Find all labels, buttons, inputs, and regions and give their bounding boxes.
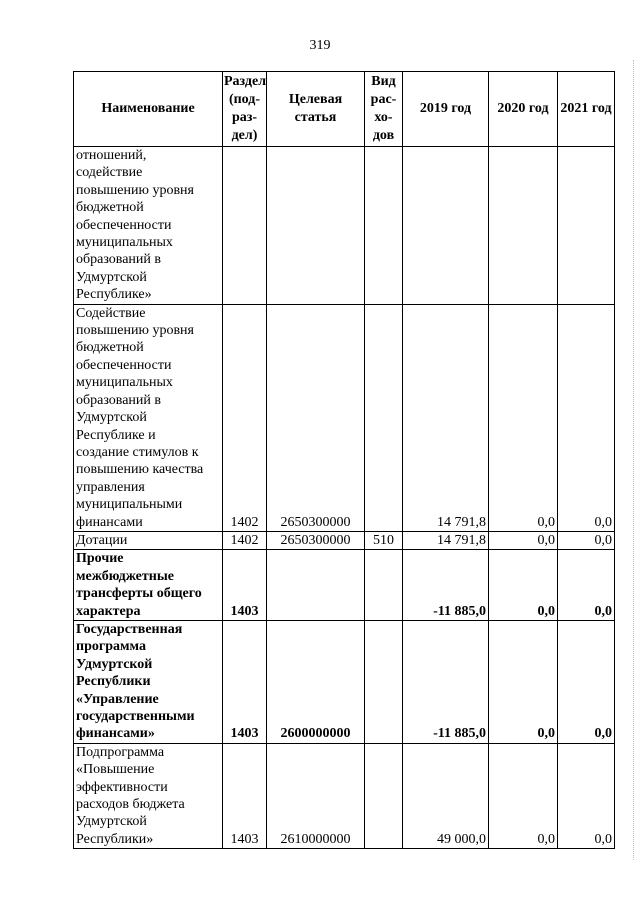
row-name-line: Прочие	[76, 551, 124, 567]
table-row	[74, 550, 615, 621]
table-row	[74, 531, 615, 549]
table-row	[74, 147, 615, 305]
row-name-line: муниципальными	[76, 497, 183, 513]
row-target: 2610000000	[267, 743, 365, 848]
row-name-line: Республике и	[76, 427, 156, 443]
row-value-2019: -11 885,0	[403, 620, 489, 743]
row-name-line: «Повышение	[76, 762, 155, 778]
row-expense-type: 510	[365, 531, 403, 549]
row-name	[74, 743, 223, 848]
row-name-line: Удмуртской	[76, 269, 147, 285]
row-name-line: повышению уровня	[76, 323, 194, 339]
row-name-line: межбюджетные	[76, 568, 174, 584]
row-name-line: повышению уровня	[76, 182, 194, 198]
row-name-line: бюджетной	[76, 340, 144, 356]
row-value-2020: 0,0	[489, 743, 558, 848]
row-name-line: Дотации	[76, 532, 128, 548]
header-2019: 2019 год	[403, 72, 489, 147]
row-section: 1403	[223, 550, 267, 621]
row-name-line: Государственная	[76, 621, 183, 637]
page-edge-line	[633, 60, 634, 860]
row-name-line: трансферты общего	[76, 586, 202, 602]
row-value-2019: -11 885,0	[403, 550, 489, 621]
table-row	[74, 620, 615, 743]
row-name-line: Удмуртской	[76, 410, 147, 426]
header-section: Раздел (под-раз-дел)	[223, 72, 267, 147]
header-target: Целевая статья	[267, 72, 365, 147]
row-value-2019: 14 791,8	[403, 531, 489, 549]
header-2021: 2021 год	[558, 72, 615, 147]
row-name-line: Удмуртской	[76, 814, 147, 830]
row-value-2019: 14 791,8	[403, 304, 489, 531]
row-name-line: обеспеченности	[76, 217, 172, 233]
row-name	[74, 620, 223, 743]
row-target	[267, 147, 365, 305]
table-row	[74, 304, 615, 531]
row-expense-type	[365, 550, 403, 621]
header-row	[74, 72, 615, 147]
row-target: 2650300000	[267, 531, 365, 549]
budget-table	[73, 71, 615, 849]
row-value-2020: 0,0	[489, 531, 558, 549]
row-name-line: программа	[76, 639, 146, 655]
page-number: 319	[309, 38, 331, 53]
row-value-2021: 0,0	[558, 620, 615, 743]
row-name	[74, 304, 223, 531]
row-expense-type	[365, 743, 403, 848]
row-name-line: финансами»	[76, 726, 155, 742]
row-expense-type	[365, 304, 403, 531]
row-value-2020: 0,0	[489, 550, 558, 621]
row-value-2020: 0,0	[489, 304, 558, 531]
row-target: 2600000000	[267, 620, 365, 743]
row-name	[74, 550, 223, 621]
row-name-line: содействие	[76, 165, 143, 181]
row-expense-type	[365, 620, 403, 743]
row-name-line: Республики	[76, 674, 151, 690]
row-value-2021: 0,0	[558, 550, 615, 621]
row-value-2021: 0,0	[558, 304, 615, 531]
row-value-2021: 0,0	[558, 531, 615, 549]
row-name-line: обеспеченности	[76, 357, 172, 373]
header-2020: 2020 год	[489, 72, 558, 147]
row-value-2019: 49 000,0	[403, 743, 489, 848]
header-name: Наименование	[74, 72, 223, 147]
row-expense-type	[365, 147, 403, 305]
row-name-line: расходов бюджета	[76, 797, 185, 813]
row-name-line: Содействие	[76, 305, 146, 321]
row-section	[223, 147, 267, 305]
row-value-2020: 0,0	[489, 620, 558, 743]
row-target: 2650300000	[267, 304, 365, 531]
row-value-2020	[489, 147, 558, 305]
table-row	[74, 743, 615, 848]
row-name-line: Удмуртской	[76, 656, 153, 672]
row-name-line: характера	[76, 603, 141, 619]
row-section: 1403	[223, 620, 267, 743]
row-name-line: Республики»	[76, 831, 154, 847]
row-section: 1403	[223, 743, 267, 848]
row-name-line: создание стимулов к	[76, 444, 199, 460]
row-name-line: государственными	[76, 709, 195, 724]
row-section: 1402	[223, 304, 267, 531]
row-name-line: финансами	[76, 514, 143, 530]
row-target	[267, 550, 365, 621]
row-name-line: бюджетной	[76, 200, 144, 216]
row-value-2021	[558, 147, 615, 305]
row-name-line: повышению качества	[76, 462, 204, 478]
row-name-line: образований в	[76, 392, 162, 408]
row-name-line: «Управление	[76, 691, 159, 707]
row-name-line: управления	[76, 479, 145, 495]
row-name-line: муниципальных	[76, 235, 173, 251]
row-value-2019	[403, 147, 489, 305]
row-name-line: муниципальных	[76, 375, 173, 391]
header-expense-type: Вид рас-хо-дов	[365, 72, 403, 147]
row-name-line: эффективности	[76, 779, 168, 795]
row-section: 1402	[223, 531, 267, 549]
row-name-line: Республике»	[76, 287, 152, 303]
row-name	[74, 147, 223, 305]
row-value-2021: 0,0	[558, 743, 615, 848]
row-name	[74, 531, 223, 549]
row-name-line: Подпрограмма	[76, 744, 165, 760]
row-name-line: отношений,	[76, 148, 147, 163]
row-name-line: образований в	[76, 252, 162, 268]
